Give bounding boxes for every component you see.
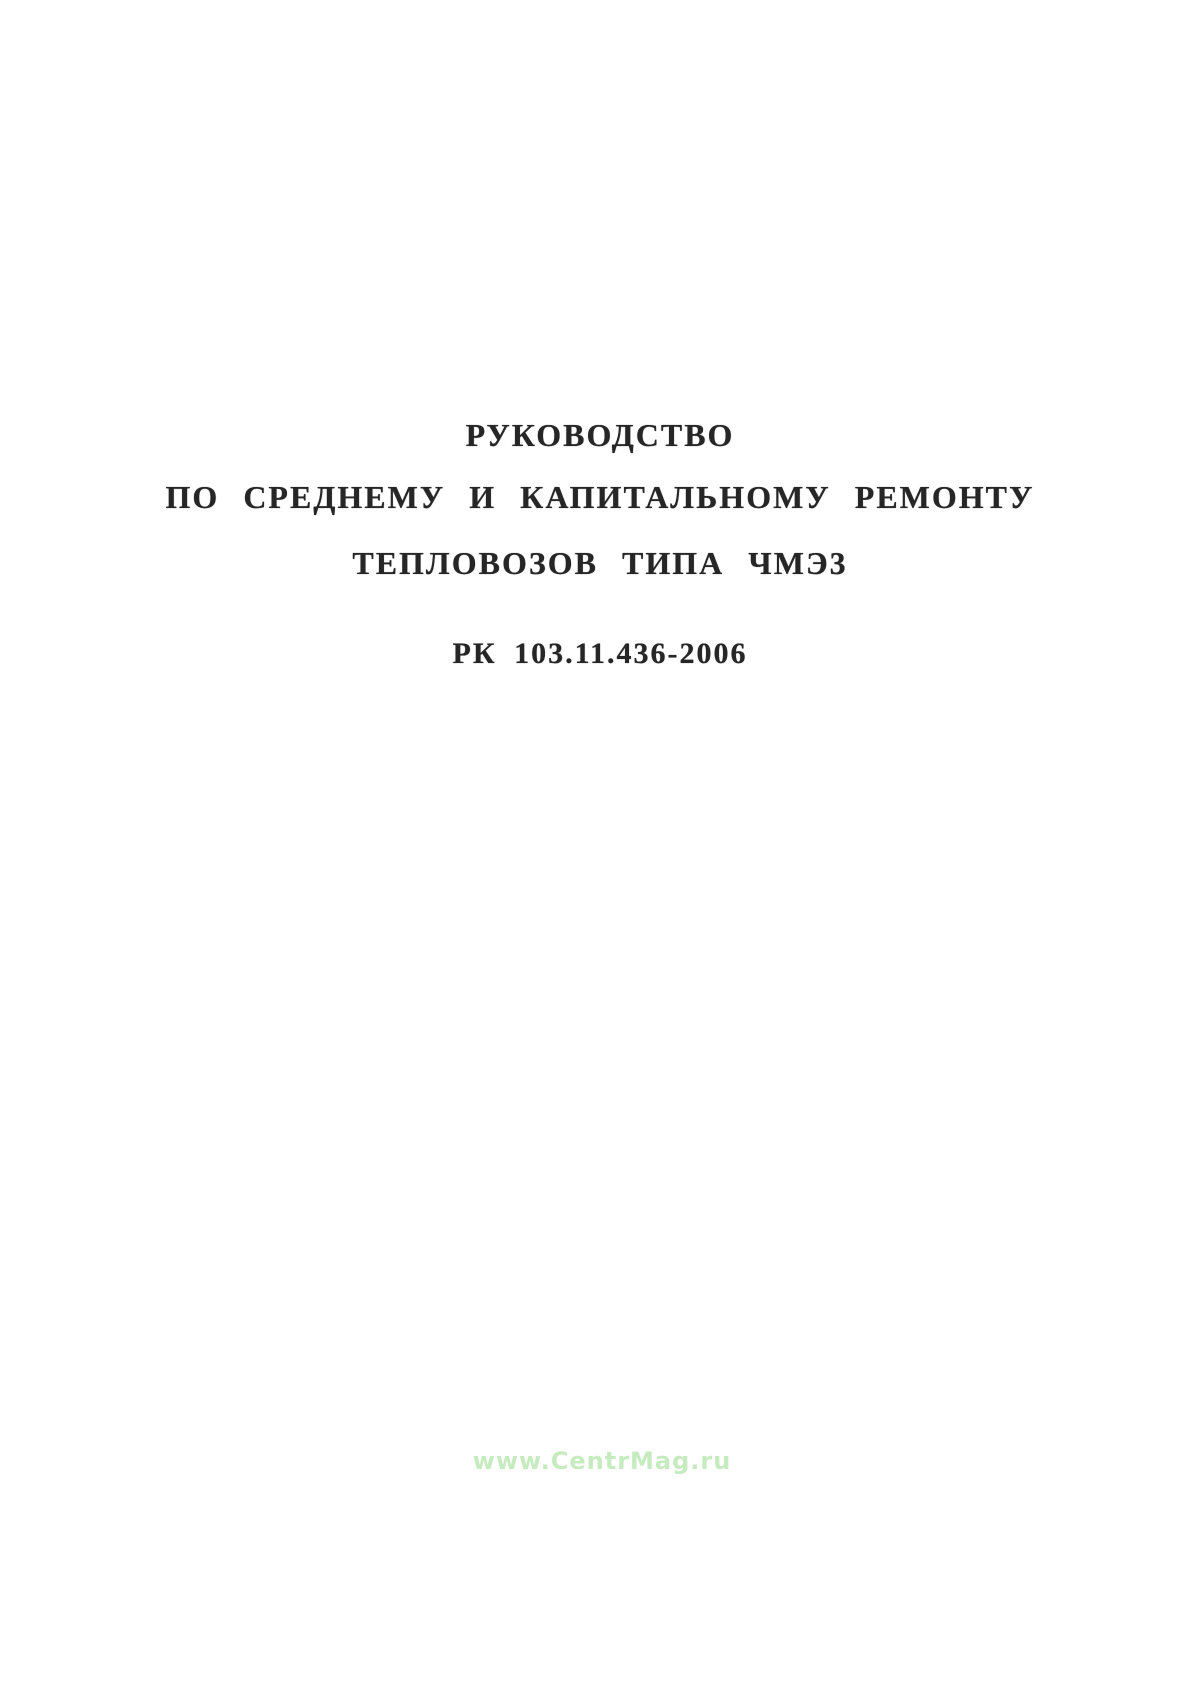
document-code: РК 103.11.436-2006 — [452, 637, 748, 670]
watermark-text: www.CentrMag.ru — [472, 1447, 732, 1475]
title-line-2: ПО СРЕДНЕМУ И КАПИТАЛЬНОМУ РЕМОНТУ — [165, 479, 1035, 515]
title-line-3: ТЕПЛОВОЗОВ ТИПА ЧМЭ3 — [352, 545, 848, 581]
title-line-1: РУКОВОДСТВО — [465, 417, 735, 453]
